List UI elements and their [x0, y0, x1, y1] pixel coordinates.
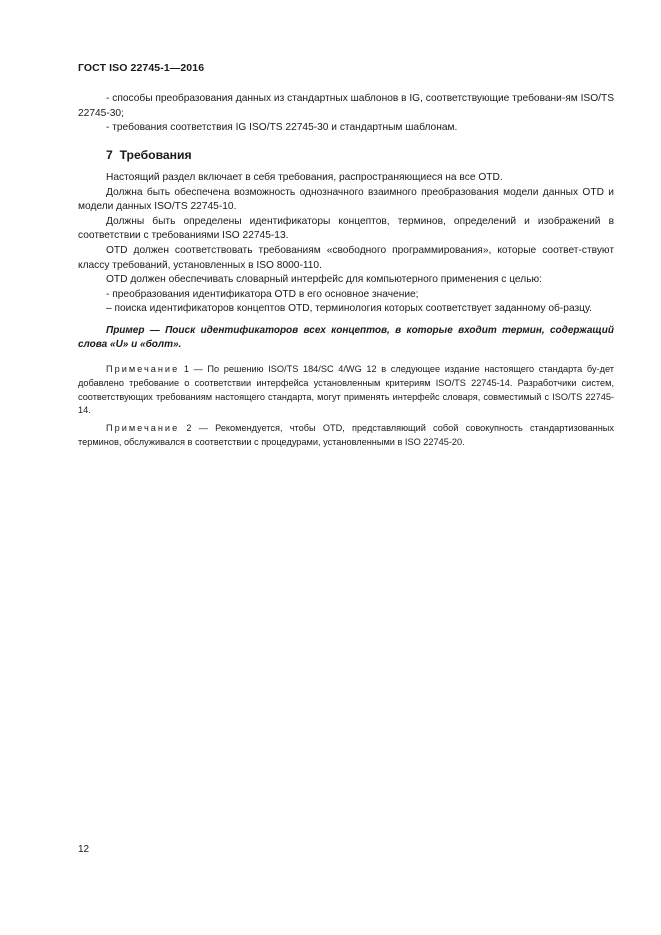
list-item: – поиска идентификаторов концептов OTD, терминология которых соответствует заданному об-разцу. — [106, 303, 592, 315]
section-title: Требования — [119, 148, 192, 162]
paragraph: Должны быть определены идентификаторы концептов, терминов, определений и изображений в соответствии с требованиями ISO 22745-13. — [78, 215, 614, 242]
page-number: 12 — [78, 844, 90, 855]
note-text: 2 — Рекомендуется, чтобы OTD, представляющий собой совокупность стандартизованных терминов, обслуживался в соответствии с процедурами, установленными в ISO 22745-20. — [78, 423, 614, 447]
paragraph: OTD должен обеспечивать словарный интерфейс для компьютерного применения с целью: — [106, 274, 542, 286]
note-label: Примечание — [106, 423, 180, 433]
section-heading — [106, 148, 192, 162]
list-item: - преобразования идентификатора OTD в его основное значение; — [106, 288, 419, 300]
example-text: Пример — Поиск идентификаторов всех концептов, в которые входит термин, содержащий слова «U» и «болт». — [78, 325, 614, 350]
note-2 — [78, 422, 614, 450]
note-1 — [78, 363, 614, 418]
paragraph: Настоящий раздел включает в себя требования, распространяющиеся на все OTD. — [106, 172, 503, 183]
section-body — [78, 171, 614, 317]
note-label: Примечание — [106, 364, 180, 374]
paragraph: Должна быть обеспечена возможность однозначного взаимного преобразования модели данных OTD и модели данных ISO/TS 22745-10. — [78, 186, 614, 213]
list-item: - требования соответствия IG ISO/TS 22745-30 и стандартным шаблонам. — [106, 122, 458, 134]
paragraph: OTD должен соответствовать требованиям «свободного программирования», которые соответ-ствуют классу требований, установленных в ISO 8000-110. — [78, 244, 614, 271]
list-item: - способы преобразования данных из стандартных шаблонов в IG, соответствующие требовани-ям ISO/TS 22745-30; — [78, 93, 614, 119]
note-text: 1 — По решению ISO/TS 184/SC 4/WG 12 в следующее издание настоящего стандарта бу-дет добавлено требование о соответствии интерфейса установленным критериям ISO/TS 22745-14. Разработчики систем, соответствующих требованиям настоящего стандарта, могут применять интерфейс словаря, совместимый с ISO/TS 22745-14. — [78, 364, 614, 416]
intro-list — [78, 92, 614, 136]
document-header: ГОСТ ISO 22745-1—2016 — [78, 62, 205, 74]
section-number: 7 — [106, 148, 113, 162]
